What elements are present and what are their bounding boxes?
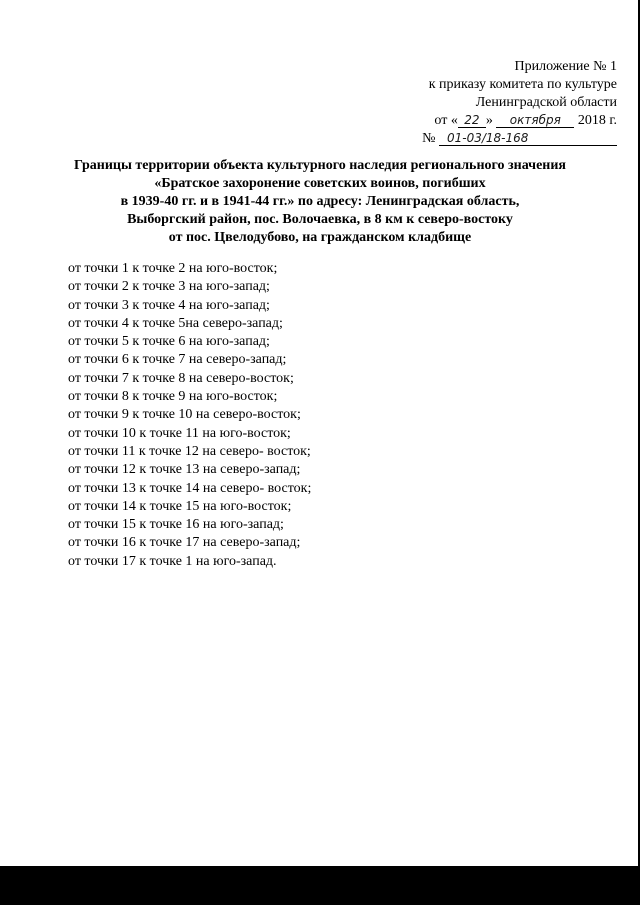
list-item: от точки 13 к точке 14 на северо- восток; [68, 480, 312, 496]
order-number [422, 130, 617, 148]
list-item: от точки 7 к точке 8 на северо-восток; [68, 370, 294, 386]
list-item: от точки 5 к точке 6 на юго-запад; [68, 334, 270, 350]
scan-bottom-border [0, 866, 640, 905]
boundary-list [68, 260, 311, 571]
date-prefix: от « [434, 113, 458, 128]
date-month-handwritten: октября [496, 113, 574, 128]
list-item: от точки 2 к точке 3 на юго-запад; [68, 279, 270, 295]
appendix-number: Приложение № 1 [514, 59, 617, 74]
number-prefix: № [422, 131, 436, 146]
title-line: в 1939-40 гг. и в 1941-44 гг.» по адресу: Ленинградская область, [120, 194, 520, 209]
title-line: Выборгский район, пос. Волочаевка, в 8 км к северо-востоку [127, 212, 513, 227]
list-item: от точки 15 к точке 16 на юго-запад; [68, 517, 284, 533]
list-item: от точки 14 к точке 15 на юго-восток; [68, 498, 292, 514]
list-item: от точки 16 к точке 17 на северо-запад; [68, 535, 301, 551]
number-handwritten: 01-03/18-168 [439, 131, 617, 146]
list-item: от точки 6 к точке 7 на северо-запад; [68, 352, 287, 368]
title-line: от пос. Цвелодубово, на гражданском кладбище [168, 230, 472, 245]
date-year: 2018 г. [577, 113, 617, 128]
appendix-region: Ленинградской области [475, 95, 617, 110]
title-line: «Братское захоронение советских воинов, погибших [154, 176, 486, 191]
appendix-header [422, 58, 617, 148]
list-item: от точки 1 к точке 2 на юго-восток; [68, 261, 278, 276]
list-item: от точки 4 к точке 5на северо-запад; [68, 315, 283, 331]
list-item: от точки 3 к точке 4 на юго-запад; [68, 297, 270, 313]
title-line: Границы территории объекта культурного наследия регионального значения [73, 158, 566, 173]
list-item: от точки 9 к точке 10 на северо-восток; [68, 407, 301, 423]
date-mid: » [485, 113, 493, 128]
list-item: от точки 8 к точке 9 на юго-восток; [68, 389, 278, 405]
document-title [50, 157, 590, 247]
list-item: от точки 10 к точке 11 на юго-восток; [68, 425, 291, 441]
list-item: от точки 17 к точке 1 на юго-запад. [68, 553, 277, 569]
appendix-order-ref: к приказу комитета по культуре [428, 77, 617, 92]
date-day-handwritten: 22 [458, 113, 486, 128]
order-date [422, 112, 617, 130]
list-item: от точки 11 к точке 12 на северо- восток; [68, 443, 311, 459]
list-item: от точки 12 к точке 13 на северо-запад; [68, 462, 301, 478]
